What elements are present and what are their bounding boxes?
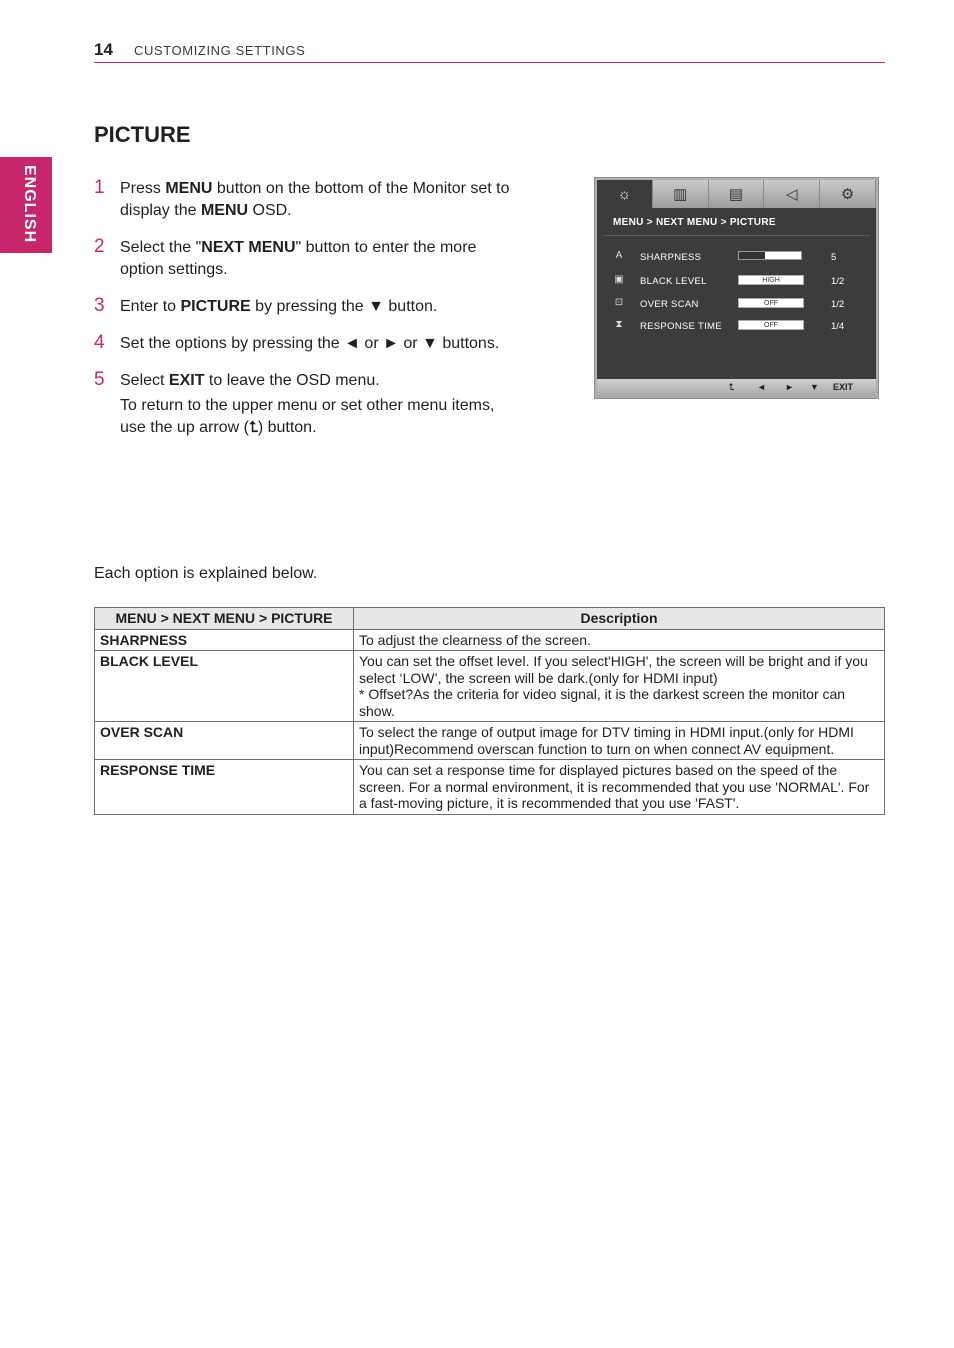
step-text-part: Enter to xyxy=(120,298,181,315)
step-number: 3 xyxy=(94,295,105,316)
step-5 xyxy=(94,370,524,439)
brightness-icon: ☼ xyxy=(597,180,653,208)
table-header-description: Description xyxy=(354,608,885,630)
explain-text: Each option is explained below. xyxy=(94,565,318,582)
osd-value-box: HIGH xyxy=(738,275,804,285)
step-3 xyxy=(94,296,524,318)
step-text: Set the options by pressing the ◄ or ► or ▼ buttons. xyxy=(120,335,500,352)
osd-row-over-scan xyxy=(613,298,863,312)
osd-row-sharpness xyxy=(613,251,863,265)
osd-value-box: OFF xyxy=(738,298,804,308)
osd-button-bar xyxy=(597,379,876,397)
step-text-part: OSD. xyxy=(248,202,292,219)
option-name: OVER SCAN xyxy=(95,722,354,760)
step-text xyxy=(120,298,437,315)
sound-icon: ◁ xyxy=(764,180,820,208)
step-keyword: MENU xyxy=(200,202,249,219)
step-text-part: Press xyxy=(120,180,166,197)
description-line: * Offset?As the criteria for video signal, it is the darkest screen the monitor can show. xyxy=(359,686,846,719)
osd-screen xyxy=(597,208,876,379)
osd-breadcrumb: MENU > NEXT MENU > PICTURE xyxy=(613,217,776,228)
option-name: RESPONSE TIME xyxy=(95,760,354,815)
step-keyword: NEXT MENU xyxy=(201,239,296,256)
step-number: 4 xyxy=(94,332,105,353)
steps-list xyxy=(94,178,524,454)
step-keyword: MENU xyxy=(165,180,213,197)
table-row xyxy=(95,629,885,651)
left-arrow-icon: ◄ xyxy=(757,382,766,392)
option-description xyxy=(354,629,885,651)
right-arrow-icon: ► xyxy=(785,382,794,392)
settings-icon: ⚙ xyxy=(820,180,876,208)
step-text-part: to leave the OSD menu. xyxy=(204,372,380,389)
step-number: 5 xyxy=(94,369,105,390)
table-row xyxy=(95,722,885,760)
color-icon: ▤ xyxy=(709,180,765,208)
step-text-part: by pressing the ▼ button. xyxy=(250,298,438,315)
black-level-icon: ▣ xyxy=(614,274,624,285)
description-line: You can set a response time for displayed pictures based on the speed of the screen. For a normal environment, it is recommended that you use 'NORMAL'. For a fast-moving picture, it is recommended that you use 'FAST'. xyxy=(359,762,870,811)
table-header-row xyxy=(95,608,885,630)
step-text-part: " button to enter the more option settings. xyxy=(120,239,477,278)
step-text-part: Select xyxy=(120,372,169,389)
step-1 xyxy=(94,178,524,222)
step-note-text: ) button. xyxy=(257,419,317,436)
osd-row-label: BLACK LEVEL xyxy=(640,276,707,287)
step-text xyxy=(120,372,380,389)
response-time-icon: ⧗ xyxy=(615,319,623,330)
description-line: To adjust the clearness of the screen. xyxy=(359,631,591,648)
down-arrow-icon: ▼ xyxy=(810,382,819,392)
osd-tab-bar xyxy=(597,180,876,208)
step-2 xyxy=(94,237,524,281)
step-keyword: PICTURE xyxy=(180,298,251,315)
page-number: 14 xyxy=(94,40,113,59)
osd-divider xyxy=(603,235,870,236)
option-name: BLACK LEVEL xyxy=(95,651,354,722)
step-number: 2 xyxy=(94,236,105,257)
osd-row-label: RESPONSE TIME xyxy=(640,321,722,332)
options-table xyxy=(94,607,885,815)
up-arrow-icon: ⮤ xyxy=(729,382,735,392)
osd-row-value: 1/2 xyxy=(831,299,845,310)
step-keyword: EXIT xyxy=(168,372,205,389)
osd-row-value: 5 xyxy=(831,252,837,263)
picture-icon: ▥ xyxy=(653,180,709,208)
step-note xyxy=(120,395,524,439)
step-number: 1 xyxy=(94,177,105,198)
osd-row-label: SHARPNESS xyxy=(640,252,702,263)
osd-screenshot xyxy=(594,177,879,399)
option-description xyxy=(354,760,885,815)
osd-row-response-time xyxy=(613,320,863,334)
over-scan-icon: ⊡ xyxy=(614,297,624,308)
step-text-part: button on the bottom of the Monitor set to display the xyxy=(120,180,510,219)
description-line: You can set the offset level. If you select'HIGH', the screen will be bright and if you select ‘LOW’, the screen will be dark.(only for HDMI input) xyxy=(359,653,868,686)
header-section-title: CUSTOMIZING SETTINGS xyxy=(134,43,306,58)
language-label: ENGLISH xyxy=(21,165,38,244)
sharpness-icon: A xyxy=(615,250,623,261)
option-description xyxy=(354,722,885,760)
step-4 xyxy=(94,333,524,355)
osd-row-black-level xyxy=(613,275,863,289)
page-header xyxy=(94,38,885,63)
osd-level-bar xyxy=(738,251,802,260)
step-note-text: To return to the upper menu or set other menu items, use the up arrow ( xyxy=(120,397,495,436)
language-tab xyxy=(0,157,52,253)
table-row xyxy=(95,651,885,722)
osd-exit-label: EXIT xyxy=(833,382,854,392)
osd-value-box: OFF xyxy=(738,320,804,330)
osd-row-value: 1/2 xyxy=(831,276,845,287)
section-title: PICTURE xyxy=(94,122,191,147)
osd-level-fill xyxy=(739,252,765,259)
option-description xyxy=(354,651,885,722)
step-text xyxy=(120,180,510,219)
step-text-part: Select the " xyxy=(120,239,202,256)
option-name: SHARPNESS xyxy=(95,629,354,651)
description-line: To select the range of output image for DTV timing in HDMI input.(only for HDMI input)Recommend overscan function to turn on when connect AV equipment. xyxy=(359,724,854,757)
table-header-menu: MENU > NEXT MENU > PICTURE xyxy=(95,608,354,630)
osd-row-value: 1/4 xyxy=(831,321,845,332)
table-row xyxy=(95,760,885,815)
osd-row-label: OVER SCAN xyxy=(640,299,699,310)
step-text xyxy=(120,239,476,278)
up-arrow-icon: ⮤ xyxy=(248,419,258,436)
